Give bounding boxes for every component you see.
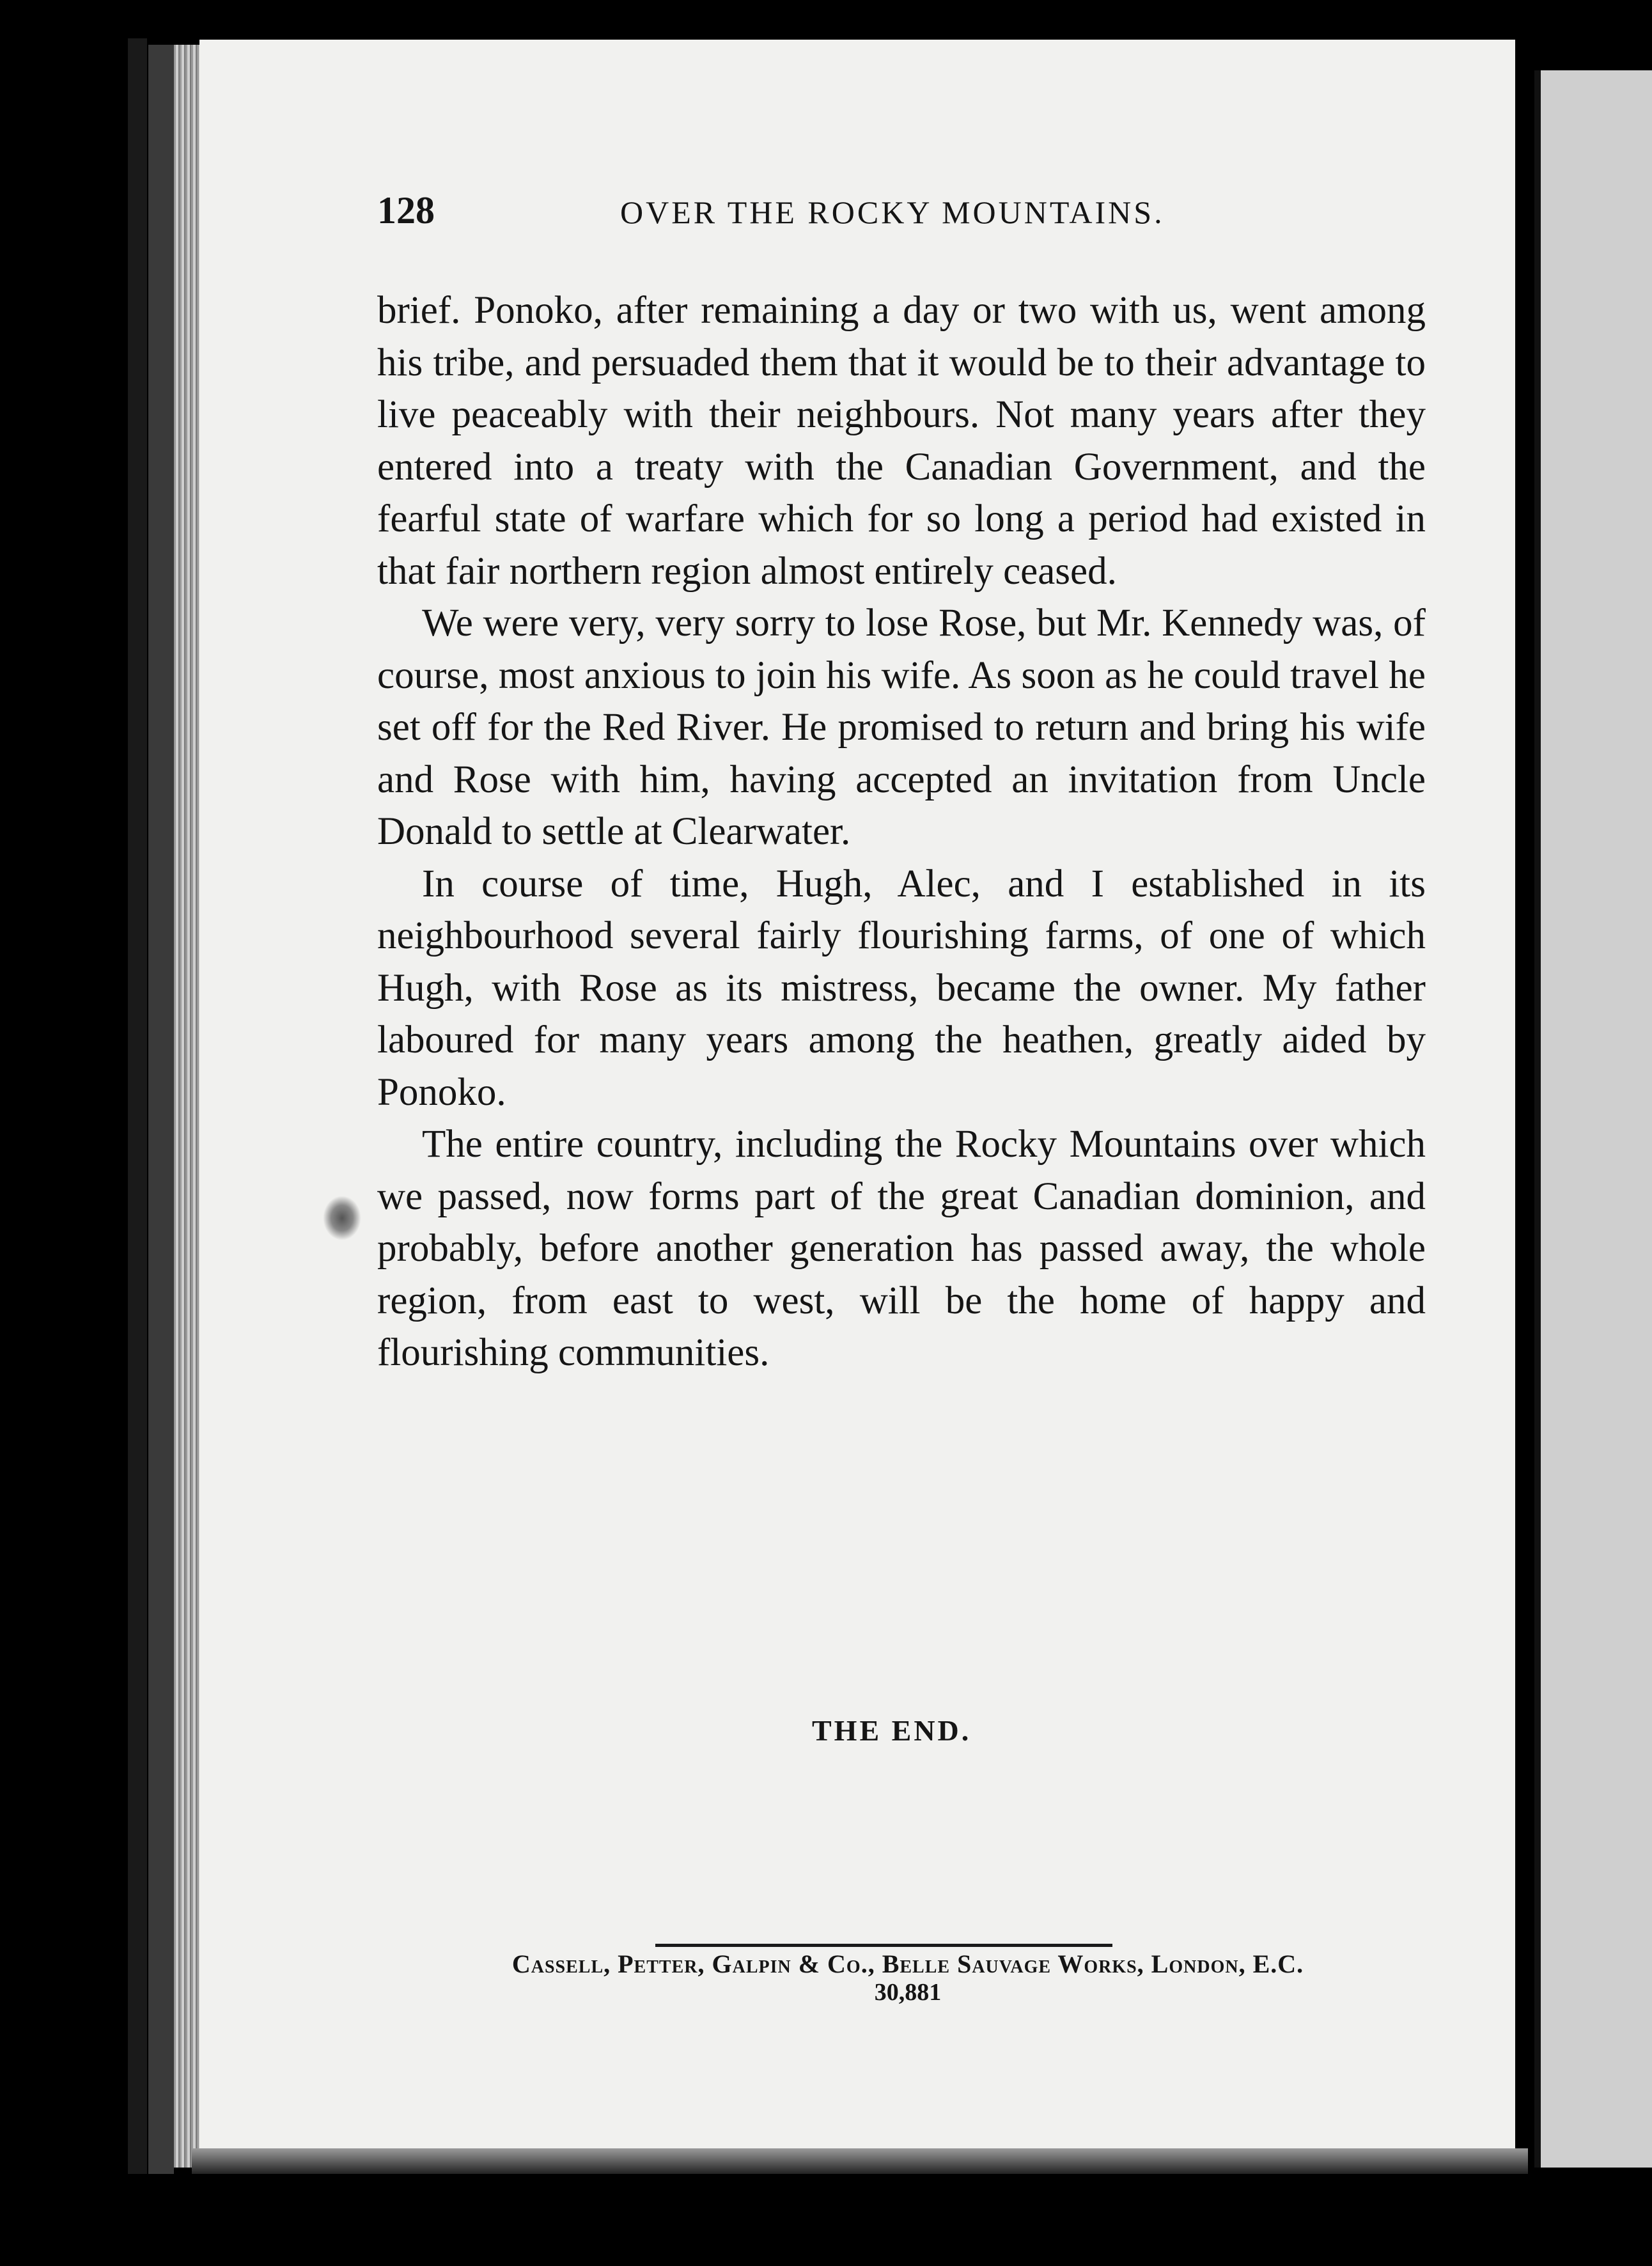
body-text (377, 285, 1426, 1379)
publisher-line: Cassell, Petter, Galpin & Co., Belle Sauvage Works, London, E.C. (511, 1950, 1304, 1978)
paragraph: We were very, very sorry to lose Rose, but Mr. Kennedy was, of course, most anxious to join his wife. As soon as he could travel he set off for the Red River. He promised to return and bring his wife and Rose with him, having accepted an invitation from Uncle Donald to settle at Clearwater. (377, 602, 1426, 853)
paragraph: In course of time, Hugh, Alec, and I established in its neighbourhood several fairly flourishing farms, of one of which Hugh, with Rose as its mistress, became the owner. My father laboured for many years among the heathen, greatly aided by Ponoko. (377, 862, 1426, 1114)
imprint-rule (655, 1944, 1112, 1947)
printer-imprint (409, 1950, 1407, 2006)
running-title: OVER THE ROCKY MOUNTAINS. (620, 194, 1165, 230)
ink-smudge (323, 1196, 361, 1240)
running-header (377, 189, 1426, 240)
binding-edge (128, 38, 147, 2174)
page-number: 128 (377, 189, 435, 231)
the-end-heading: THE END. (812, 1714, 972, 1747)
print-code: 30,881 (874, 1979, 942, 2006)
paragraph: The entire country, including the Rocky Mountains over which we passed, now forms part of the great Canadian dominion, and probably, before another generation has passed away, the whole region, from east to west, will be the home of happy and flourishing communities. (377, 1123, 1426, 1374)
page-stack-edges (174, 45, 199, 2168)
page-bottom-edge (192, 2148, 1528, 2174)
paragraph: brief. Ponoko, after remaining a day or two with us, went among his tribe, and persuaded them that it would be to their advantage to live peaceably with their neighbours. Not many years after they entered into a treaty with the Canadian Government, and the fearful state of warfare which for so long a period had existed in that fair northern region almost entirely ceased. (377, 289, 1426, 593)
facing-page-sliver (1534, 70, 1652, 2168)
binding-edge-inner (148, 45, 174, 2174)
